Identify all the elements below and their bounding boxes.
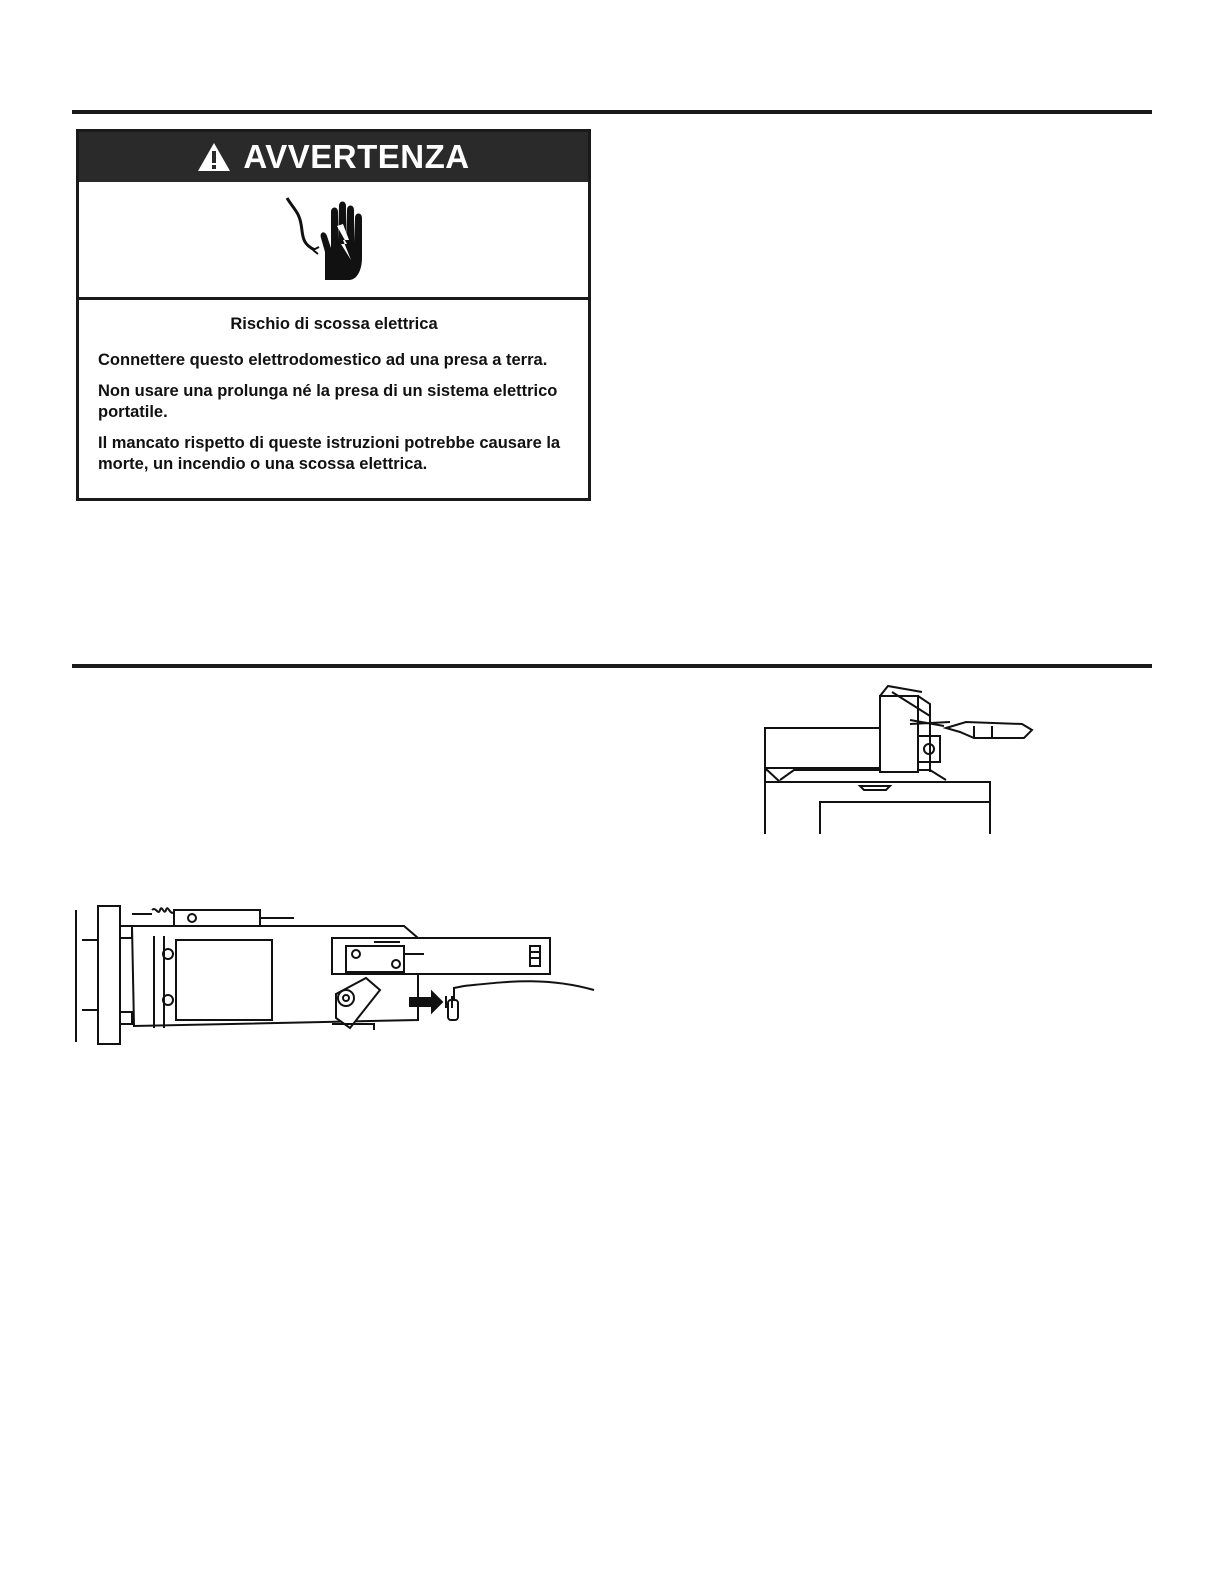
warning-header	[79, 132, 588, 182]
warning-box	[76, 129, 591, 501]
washer-plug-illustration	[760, 682, 1060, 842]
coin-meter-slide-illustration	[74, 900, 604, 1050]
warning-triangle-icon	[197, 142, 231, 172]
warning-body	[79, 300, 588, 475]
electric-shock-hand-icon	[279, 194, 369, 284]
warning-paragraph: Connettere questo elettrodomestico ad una presa a terra.	[98, 351, 548, 369]
warning-paragraph: Non usare una prolunga né la presa di un sistema elettrico portatile.	[98, 382, 558, 421]
warning-title: AVVERTENZA	[243, 138, 470, 175]
middle-divider	[72, 664, 1152, 668]
warning-icon-row	[79, 182, 588, 300]
warning-paragraph: Il mancato rispetto di queste istruzioni potrebbe causare la morte, un incendio o una scossa elettrica.	[98, 434, 561, 473]
warning-subtitle: Rischio di scossa elettrica	[230, 315, 438, 333]
top-divider	[72, 110, 1152, 114]
